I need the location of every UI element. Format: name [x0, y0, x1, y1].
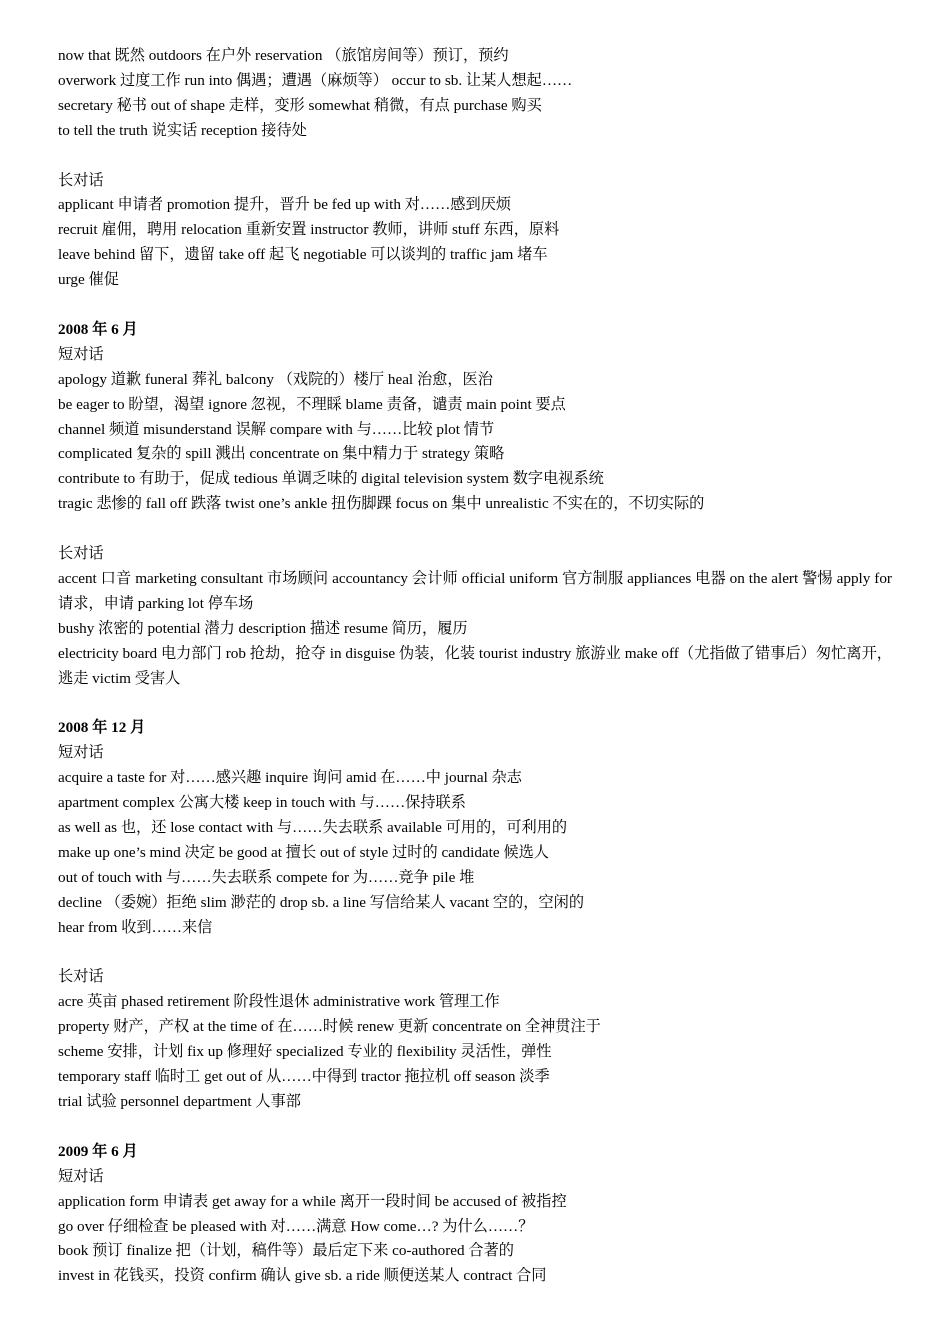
vocab-line: make up one’s mind 决定 be good at 擅长 out of style 过时的 candidate 候选人: [58, 843, 549, 861]
vocab-line: urge 催促: [58, 271, 119, 289]
paragraph-spacer: [58, 144, 892, 169]
section-heading: 2009 年 6 月: [58, 1142, 138, 1160]
vocab-line: hear from 收到……来信: [58, 918, 213, 936]
paragraph-spacer: [58, 517, 892, 542]
vocab-line: tragic 悲惨的 fall off 跌落 twist one’s ankle 扭伤脚踝 focus on 集中 unrealistic 不实在的，不切实际的: [58, 495, 705, 513]
vocab-line: book 预订 finalize 把（计划，稿件等）最后定下来 co-authored 合著的: [58, 1242, 514, 1260]
vocab-line: accent 口音 marketing consultant 市场顾问 accountancy 会计师 official uniform 官方制服 appliances 电器 on the alert 警惕 apply for 请求，申请 parking lot 停车场: [58, 569, 892, 612]
vocab-line: leave behind 留下，遗留 take off 起飞 negotiable 可以谈判的 traffic jam 堵车: [58, 246, 548, 264]
document-page: [58, 44, 892, 1289]
vocab-line: be eager to 盼望，渴望 ignore 忽视，不理睬 blame 责备，谴责 main point 要点: [58, 395, 566, 413]
vocab-line: apartment complex 公寓大楼 keep in touch with 与……保持联系: [58, 794, 466, 812]
vocab-line: property 财产，产权 at the time of 在……时候 renew 更新 concentrate on 全神贯注于: [58, 1018, 601, 1036]
vocab-line: electricity board 电力部门 rob 抢劫，抢夺 in disguise 伪装，化装 tourist industry 旅游业 make off（尤指做了错事后）匆忙离开，逃走 victim 受害人: [58, 644, 892, 687]
vocab-line: complicated 复杂的 spill 溅出 concentrate on 集中精力于 strategy 策略: [58, 445, 505, 463]
subsection-label: 短对话: [58, 345, 104, 363]
vocab-line: contribute to 有助于，促成 tedious 单调乏味的 digital television system 数字电视系统: [58, 470, 604, 488]
vocab-line: acquire a taste for 对……感兴趣 inquire 询问 amid 在……中 journal 杂志: [58, 769, 522, 787]
subsection-label: 长对话: [58, 968, 104, 986]
vocab-line: bushy 浓密的 potential 潜力 description 描述 resume 简历，履历: [58, 619, 468, 637]
section-heading: 2008 年 12 月: [58, 719, 146, 737]
vocab-line: to tell the truth 说实话 reception 接待处: [58, 121, 307, 139]
vocab-line: temporary staff 临时工 get out of 从……中得到 tractor 拖拉机 off season 淡季: [58, 1068, 550, 1086]
subsection-label: 长对话: [58, 171, 104, 189]
vocab-line: as well as 也，还 lose contact with 与……失去联系 available 可用的，可利用的: [58, 819, 568, 837]
subsection-label: 短对话: [58, 744, 104, 762]
vocab-line: decline （委婉）拒绝 slim 渺茫的 drop sb. a line 写信给某人 vacant 空的，空闲的: [58, 893, 585, 911]
vocab-line: apology 道歉 funeral 葬礼 balcony （戏院的）楼厅 heal 治愈，医治: [58, 370, 493, 388]
vocab-line: invest in 花钱买，投资 confirm 确认 give sb. a ride 顺便送某人 contract 合同: [58, 1267, 547, 1285]
vocab-line: application form 申请表 get away for a while 离开一段时间 be accused of 被指控: [58, 1192, 567, 1210]
vocab-line: overwork 过度工作 run into 偶遇；遭遇（麻烦等） occur to sb. 让某人想起……: [58, 71, 573, 89]
vocab-line: trial 试验 personnel department 人事部: [58, 1092, 301, 1110]
section-heading: 2008 年 6 月: [58, 320, 138, 338]
paragraph-spacer: [58, 941, 892, 966]
subsection-label: 长对话: [58, 545, 104, 563]
subsection-label: 短对话: [58, 1167, 104, 1185]
vocab-line: channel 频道 misunderstand 误解 compare with 与……比较 plot 情节: [58, 420, 495, 438]
paragraph-spacer: [58, 1115, 892, 1140]
vocab-line: now that 既然 outdoors 在户外 reservation （旅馆房间等）预订，预约: [58, 47, 509, 64]
vocab-line: go over 仔细检查 be pleased with 对……满意 How come…? 为什么……？: [58, 1217, 534, 1235]
vocab-line: acre 英亩 phased retirement 阶段性退休 administrative work 管理工作: [58, 993, 500, 1011]
paragraph-spacer: [58, 293, 892, 318]
paragraph-spacer: [58, 692, 892, 717]
vocab-line: scheme 安排，计划 fix up 修理好 specialized 专业的 flexibility 灵活性，弹性: [58, 1043, 552, 1061]
vocab-line: out of touch with 与……失去联系 compete for 为……竞争 pile 堆: [58, 868, 475, 886]
vocab-line: applicant 申请者 promotion 提升，晋升 be fed up with 对……感到厌烦: [58, 196, 512, 214]
vocab-line: secretary 秘书 out of shape 走样，变形 somewhat 稍微，有点 purchase 购买: [58, 96, 542, 114]
vocab-line: recruit 雇佣，聘用 relocation 重新安置 instructor 教师，讲师 stuff 东西，原料: [58, 221, 560, 239]
